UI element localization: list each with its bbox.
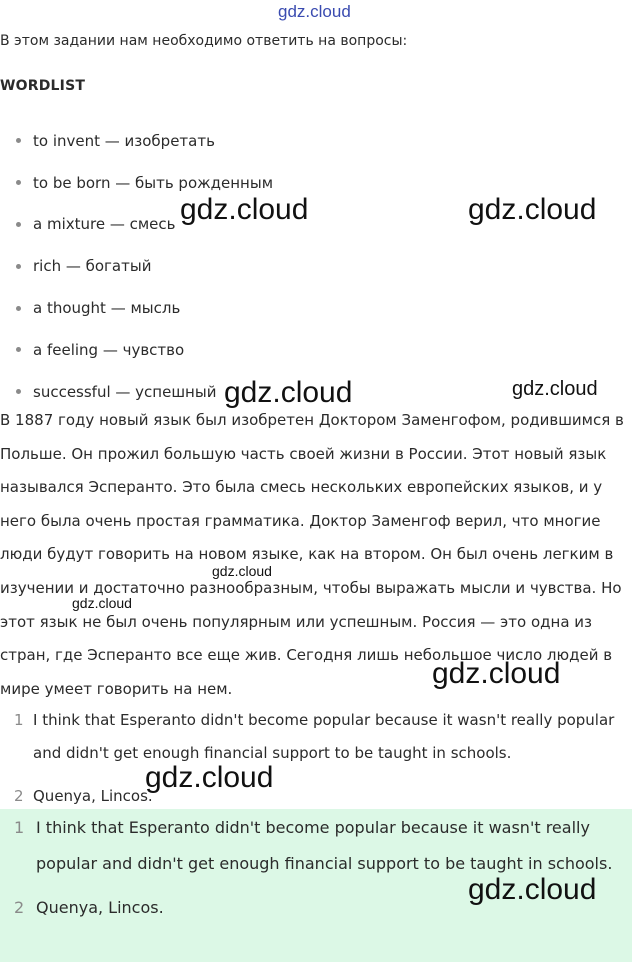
watermark: gdz.cloud [180,193,309,226]
watermark: gdz.cloud [512,378,598,400]
list-item: rich — богатый [0,245,620,287]
answers-list [0,704,630,813]
answer-text: Quenya, Lincos. [36,898,164,917]
watermark: gdz.cloud [432,657,561,690]
watermark: gdz.cloud [468,193,597,226]
answer-number: 2 [14,787,24,805]
list-item: successful — успешный [0,371,620,413]
watermark: gdz.cloud [468,873,597,906]
answer-text: I think that Esperanto didn't become popular because it wasn't really popular and didn't get enough financial support to be taught in schools. [36,818,613,873]
bullet-icon [16,347,21,352]
answer-text: Quenya, Lincos. [33,787,153,805]
watermark-top: gdz.cloud [278,2,351,21]
watermark: gdz.cloud [72,595,132,611]
list-item: a mixture — смесь [0,204,620,246]
watermark: gdz.cloud [145,761,274,794]
bullet-icon [16,389,21,394]
intro-text: В этом задании нам необходимо ответить на вопросы: [0,33,408,49]
bullet-icon [16,138,21,143]
wordlist [0,120,620,413]
answer-text: I think that Esperanto didn't become popular because it wasn't really popular and didn't get enough financial support to be taught in schools. [33,711,615,762]
list-item: a thought — мысль [0,287,620,329]
bullet-icon [16,180,21,185]
answer-number: 1 [14,818,25,837]
translation-paragraph: В 1887 году новый язык был изобретен Доктором Заменгофом, родившимся в Польше. Он прожил большую часть своей жизни в России. Этот новый язык назывался Эсперанто. Это была смесь нескольких европейских языков, и у него была очень простая грамматика. Доктор Заменгоф верил, что многие люди будут говорить на новом языке, как на втором. Он был очень легким в изучении и достаточно разнообразным, чтобы выражать мысли и чувства. Но этот язык не был очень популярным или успешным. Россия — это одна из стран, где Эсперанто все еще жив. Сегодня лишь небольшое число людей в мире умеет говорить на нем. [0,411,624,698]
highlighted-answers-list [0,810,630,926]
wordlist-title: WORDLIST [0,78,86,94]
list-item: to be born — быть рожденным [0,162,620,204]
answer-item [0,704,630,770]
list-item: a feeling — чувство [0,329,620,371]
bullet-icon [16,222,21,227]
watermark: gdz.cloud [224,376,353,409]
bullet-icon [16,306,21,311]
answer-item [0,810,630,882]
bullet-icon [16,264,21,269]
list-item: to invent — изобретать [0,120,620,162]
answer-number: 1 [14,711,24,729]
watermark: gdz.cloud [212,563,272,579]
answer-number: 2 [14,898,25,917]
